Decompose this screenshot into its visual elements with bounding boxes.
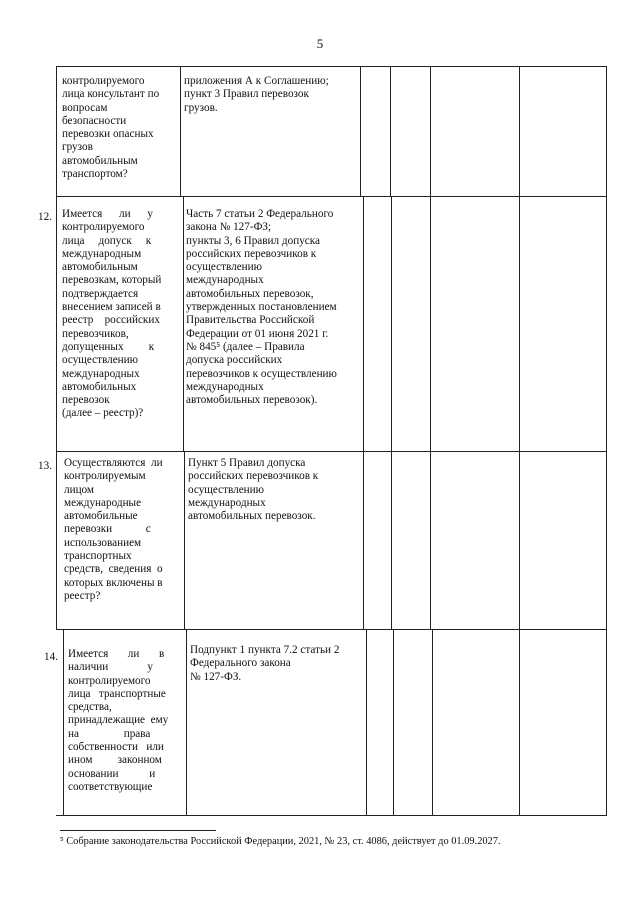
- row-12-requirements: Часть 7 статьи 2 Федерального закона № 127-ФЗ; пункты 3, 6 Правил допуска российских перевозчиков к осуществлению международных автомобильных перевозок, утвержденных постановлением Правительства Российской Федерации от 01 июня 2021 г. № 845⁵ (далее – Правила допуска российских перевозчиков к осуществлению международных автомобильных перевозок).: [186, 208, 337, 407]
- column-divider: [390, 66, 391, 196]
- column-divider: [606, 451, 607, 630]
- row-11-question: контролируемого лица консультант по вопросам безопасности перевозки опасных грузов автомобильным транспортом?: [62, 75, 160, 181]
- column-divider: [363, 196, 364, 452]
- column-divider: [56, 66, 57, 196]
- column-divider: [606, 629, 607, 815]
- column-divider: [393, 629, 394, 815]
- column-divider: [391, 451, 392, 630]
- row-12-question: Имеется ли у контролируемого лица допуск к международным автомобильным перевозкам, который подтверждается внесением записей в реестр российских перевозчиков, допущенных к осуществлению международных автомобильных перевозок (далее – реестр)?: [62, 208, 162, 420]
- row-divider: [56, 451, 607, 452]
- row-13-question: Осуществляются ли контролируемым лицом международные автомобильные перевозки с использованием транспортных средств, сведения о которых включены в реестр?: [64, 457, 163, 602]
- column-divider: [519, 629, 520, 815]
- row-14-requirements: Подпункт 1 пункта 7.2 статьи 2 Федерального закона № 127-ФЗ.: [190, 644, 340, 683]
- row-12-number: 12.: [38, 211, 52, 223]
- column-divider: [519, 66, 520, 196]
- column-divider: [430, 66, 431, 196]
- row-divider: [56, 815, 607, 816]
- column-divider: [363, 451, 364, 630]
- row-13-number: 13.: [38, 460, 52, 472]
- row-14-question: Имеется ли в наличии у контролируемого лица транспортные средства, принадлежащие ему на права собственности или ином законном основании и соответствующие: [68, 648, 169, 793]
- column-divider: [432, 629, 433, 815]
- row-11-requirements: приложения А к Соглашению; пункт 3 Правил перевозок грузов.: [184, 75, 329, 114]
- column-divider: [180, 66, 181, 196]
- column-divider: [606, 66, 607, 196]
- column-divider: [430, 451, 431, 630]
- row-13-requirements: Пункт 5 Правил допуска российских перевозчиков к осуществлению международных автомобильных перевозок.: [188, 457, 319, 523]
- row-divider: [56, 629, 607, 630]
- column-divider: [430, 196, 431, 452]
- footnote: ⁵ Собрание законодательства Российской Федерации, 2021, № 23, ст. 4086, действует до 01.09.2027.: [60, 836, 501, 847]
- column-divider: [56, 196, 57, 452]
- footnote-separator: [60, 830, 216, 831]
- column-divider: [56, 451, 57, 630]
- column-divider: [186, 629, 187, 815]
- column-divider: [184, 451, 185, 630]
- column-divider: [63, 629, 64, 815]
- row-14-number: 14.: [44, 651, 58, 663]
- column-divider: [183, 196, 184, 452]
- row-divider: [56, 196, 607, 197]
- row-divider: [56, 66, 607, 67]
- column-divider: [606, 196, 607, 452]
- column-divider: [360, 66, 361, 196]
- column-divider: [391, 196, 392, 452]
- column-divider: [519, 451, 520, 630]
- column-divider: [366, 629, 367, 815]
- column-divider: [519, 196, 520, 452]
- page-number: 5: [316, 36, 324, 51]
